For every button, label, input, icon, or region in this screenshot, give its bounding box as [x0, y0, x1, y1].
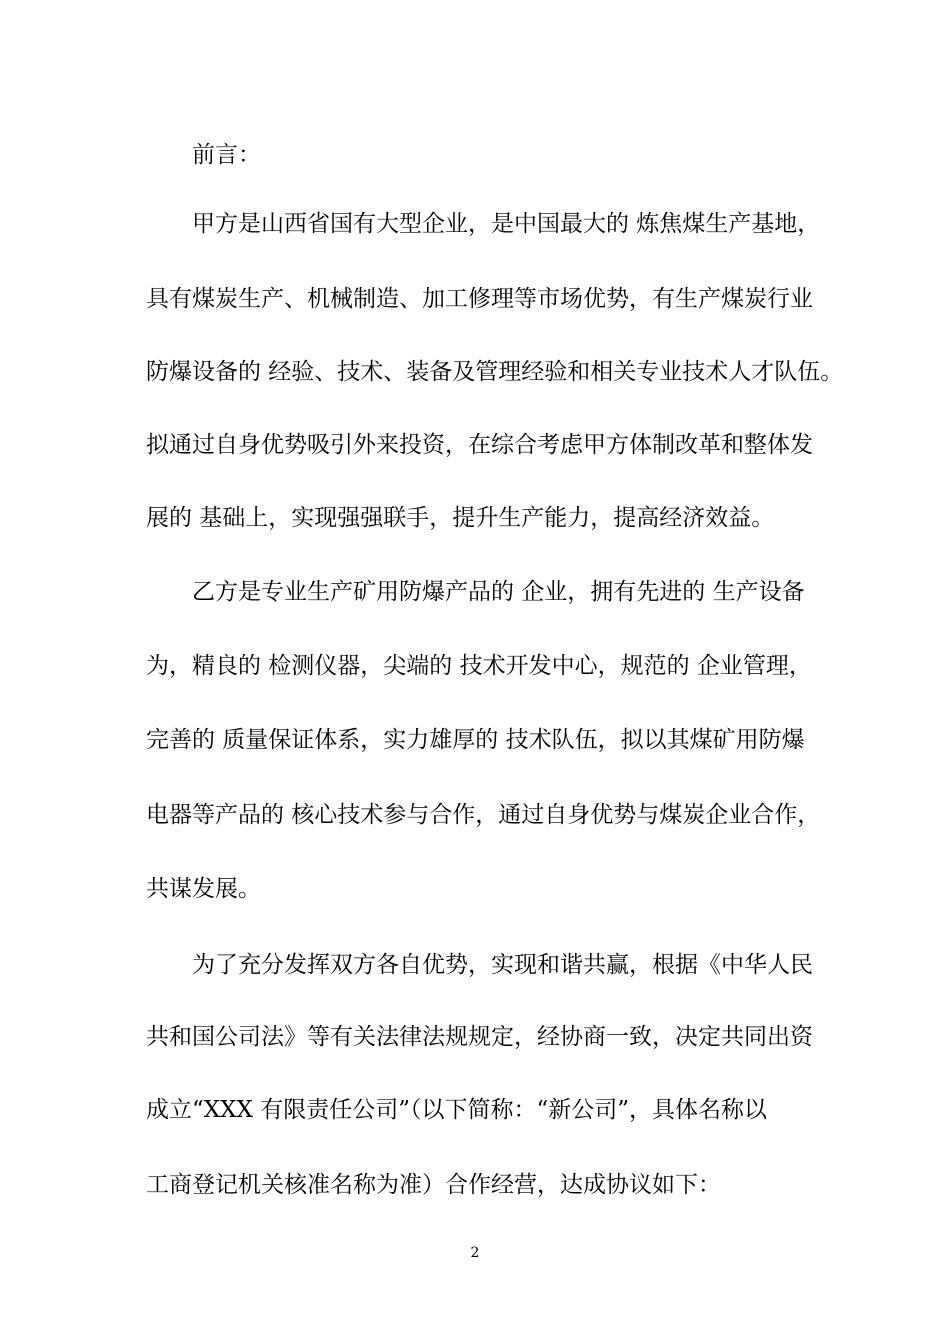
paragraph-line: 工商登记机关核准名称为准）合作经营，达成协议如下： [146, 1172, 721, 1198]
paragraph-line: 具有煤炭生产、机械制造、加工修理等市场优势，有生产煤炭行业 [146, 286, 813, 312]
preface-heading: 前言： [192, 142, 261, 168]
paragraph-line: 电器等产品的 核心技术参与合作，通过自身优势与煤炭企业合作， [146, 802, 821, 828]
paragraph-line: 完善的 质量保证体系，实力雄厚的 技术队伍，拟以其煤矿用防爆 [146, 727, 805, 753]
paragraph-line: 成立“XXX 有限责任公司”（以下简称：“新公司”，具体名称以 [146, 1097, 767, 1123]
paragraph-line: 乙方是专业生产矿用防爆产品的 企业，拥有先进的 生产设备 [192, 579, 805, 605]
paragraph-line: 为了充分发挥双方各自优势，实现和谐共赢，根据《中华人民 [192, 952, 813, 978]
paragraph-line: 共和国公司法》等有关法律法规规定，经协商一致，决定共同出资 [146, 1024, 813, 1050]
paragraph-line: 为，精良的 检测仪器，尖端的 技术开发中心，规范的 企业管理， [146, 653, 812, 679]
page-number: 2 [470, 1245, 480, 1261]
paragraph-line: 拟通过自身优势吸引外来投资，在综合考虑甲方体制改革和整体发 [146, 432, 813, 458]
paragraph-line: 展的 基础上，实现强强联手，提升生产能力，提高经济效益。 [146, 505, 775, 531]
paragraph-line: 甲方是山西省国有大型企业，是中国最大的 炼焦煤生产基地， [192, 211, 821, 237]
paragraph-line: 防爆设备的 经验、技术、装备及管理经验和相关专业技术人才队伍。 [146, 359, 844, 385]
paragraph-line: 共谋发展。 [146, 876, 261, 902]
